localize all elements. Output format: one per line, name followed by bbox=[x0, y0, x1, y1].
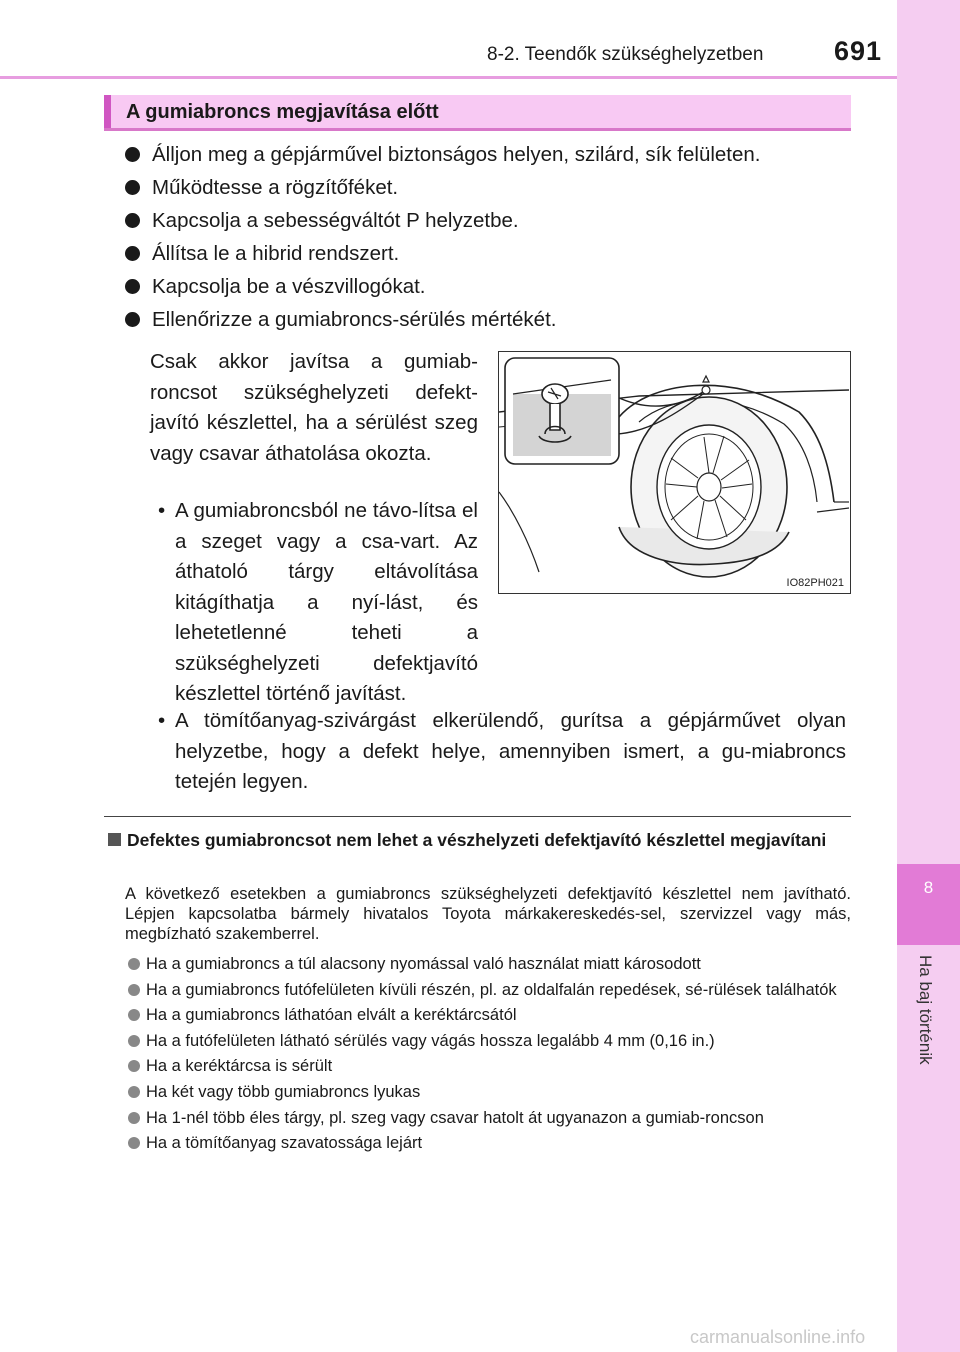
sub-item-do-not-remove: • A gumiabroncsból ne távo-lítsa el a szeget vagy a csa-vart. Az áthatoló tárgy eltávolítása kitágíthatja a nyí-lást, és lehetetlenné teheti a szükséghelyzeti defektjavító készlettel történő javítást. bbox=[175, 496, 478, 710]
section-title: A gumiabroncs megjavítása előtt bbox=[126, 101, 439, 123]
note-list bbox=[128, 954, 854, 1159]
list-item: Ha a gumiabroncs futófelületen kívüli részén, pl. az oldalfalán repedések, sé-rülések találhatók bbox=[128, 980, 854, 1000]
bullet-dot-icon bbox=[128, 1009, 140, 1021]
list-item: Ha a tömítőanyag szavatossága lejárt bbox=[128, 1133, 854, 1153]
list-item: Ha két vagy több gumiabroncs lyukas bbox=[128, 1082, 854, 1102]
list-item: Állítsa le a hibrid rendszert. bbox=[125, 237, 761, 270]
figure-code: IO82PH021 bbox=[786, 577, 844, 589]
list-item: Ha a gumiabroncs a túl alacsony nyomással való használat miatt károsodott bbox=[128, 954, 854, 974]
sub-bullet-marker: • bbox=[158, 709, 166, 732]
list-item: Működtesse a rögzítőféket. bbox=[125, 171, 761, 204]
chapter-number: 8 bbox=[923, 878, 934, 897]
list-item: Ha a futófelületen látható sérülés vagy vágás hossza legalább 4 mm (0,16 in.) bbox=[128, 1031, 854, 1051]
repair-condition-paragraph: Csak akkor javítsa a gumiab-roncsot szükséghelyzeti defekt-javító készlettel, ha a sérülést szeg vagy csavar áthatolása okozta. bbox=[150, 350, 478, 465]
list-item: Álljon meg a gépjárművel biztonságos helyen, szilárd, sík felületen. bbox=[125, 138, 761, 171]
bullet-dot-icon bbox=[128, 984, 140, 996]
bullet-dot-icon bbox=[125, 147, 140, 162]
step-list bbox=[125, 138, 761, 336]
bullet-dot-icon bbox=[128, 1060, 140, 1072]
bullet-dot-icon bbox=[125, 213, 140, 228]
bullet-dot-icon bbox=[125, 279, 140, 294]
list-item: Kapcsolja a sebességváltót P helyzetbe. bbox=[125, 204, 761, 237]
note-paragraph: A következő esetekben a gumiabroncs szükséghelyzeti defektjavító készlettel nem javítható. Lépjen kapcsolatba bármely hivatalos Toyota márkakereskedés-sel, szervizzel vagy más, megbízható szakemberrel. bbox=[125, 885, 851, 943]
page-number: 691 bbox=[833, 36, 882, 66]
bullet-dot-icon bbox=[128, 1112, 140, 1124]
heading-accent-bar bbox=[104, 95, 111, 128]
note-heading: Defektes gumiabroncsot nem lehet a vészhelyzeti defektjavító készlettel megjavítani bbox=[108, 829, 853, 852]
sub-item-position-vehicle: • A tömítőanyag-szivárgást elkerülendő, gurítsa a gépjárművet olyan helyzetbe, hogy a defekt helye, amennyiben ismert, a gu-miabroncs tetején legyen. bbox=[175, 706, 846, 798]
bullet-dot-icon bbox=[128, 1086, 140, 1098]
chapter-number-block bbox=[897, 864, 960, 945]
list-item: Ha 1-nél több éles tárgy, pl. szeg vagy csavar hatolt át ugyanazon a gumiab-roncson bbox=[128, 1108, 854, 1128]
section-heading bbox=[104, 95, 851, 131]
section-divider bbox=[104, 816, 851, 817]
bullet-dot-icon bbox=[128, 1137, 140, 1149]
list-item: Kapcsolja be a vészvillogókat. bbox=[125, 270, 761, 303]
flat-tire-illustration bbox=[498, 351, 851, 594]
watermark: carmanualsonline.info bbox=[690, 1327, 866, 1347]
header-section-title: 8-2. Teendők szükséghelyzetben bbox=[487, 44, 764, 65]
bullet-dot-icon bbox=[128, 1035, 140, 1047]
sub-bullet-marker: • bbox=[158, 499, 166, 522]
flat-tire-drawing bbox=[499, 352, 849, 592]
chapter-label: Ha baj történik bbox=[916, 955, 935, 1065]
bullet-dot-icon bbox=[125, 246, 140, 261]
bullet-dot-icon bbox=[125, 312, 140, 327]
square-bullet-icon bbox=[108, 833, 121, 846]
side-chapter-tab bbox=[897, 0, 960, 1352]
bullet-dot-icon bbox=[125, 180, 140, 195]
bullet-dot-icon bbox=[128, 958, 140, 970]
list-item: Ha a gumiabroncs láthatóan elvált a keréktárcsától bbox=[128, 1005, 854, 1025]
list-item: Ha a keréktárcsa is sérült bbox=[128, 1056, 854, 1076]
list-item: Ellenőrizze a gumiabroncs-sérülés mértékét. bbox=[125, 303, 761, 336]
header-rule bbox=[0, 76, 897, 79]
